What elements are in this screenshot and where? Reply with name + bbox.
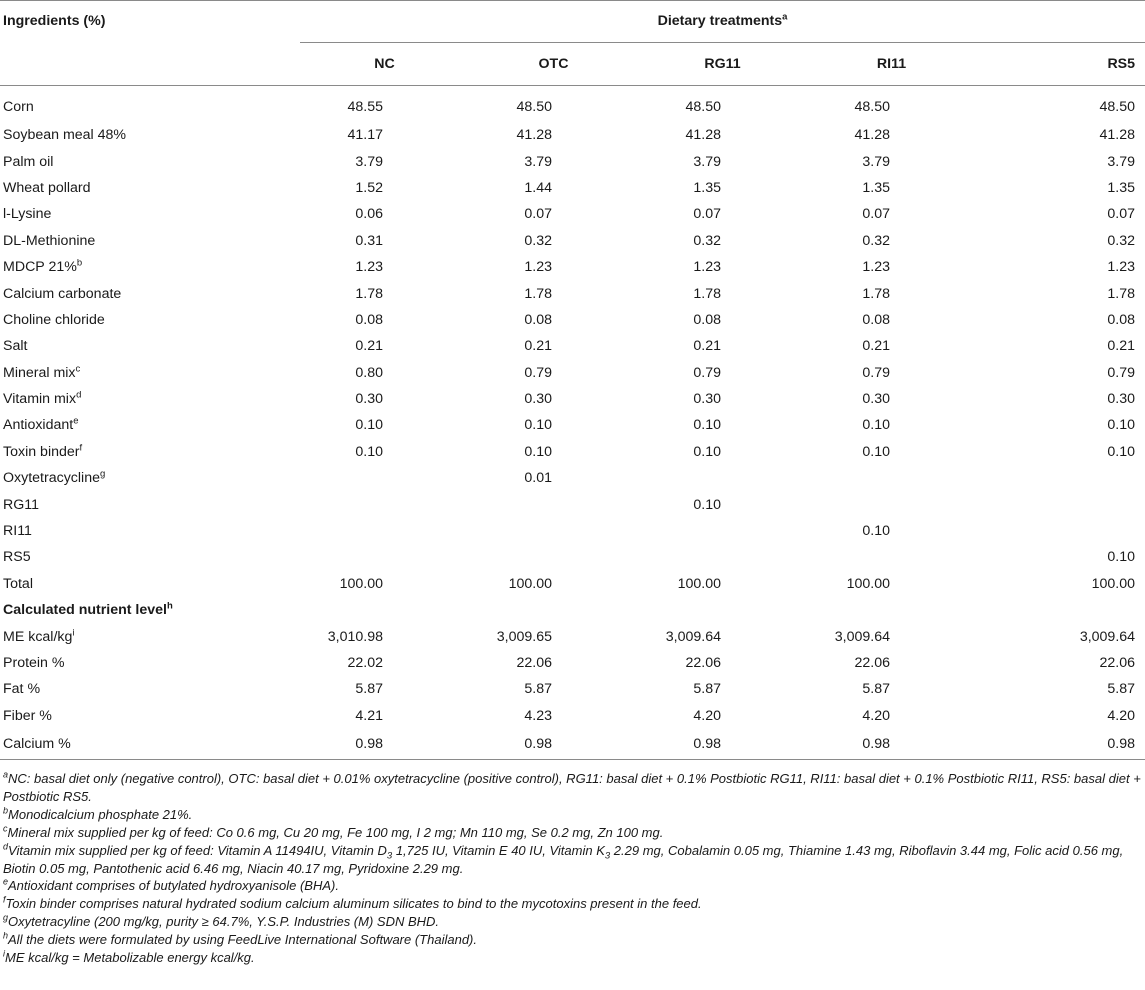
footnote-f: $^f$Toxin binder comprises natural hydrated sodium calcium aluminum silicates to bind to the mycotoxins present in the feed. — [3, 895, 702, 912]
footnotes — [0, 760, 1145, 967]
cell-value — [807, 465, 976, 491]
table-row — [0, 650, 1145, 676]
cell-value: 1.35 — [862, 179, 890, 196]
nutrients-body — [0, 597, 1145, 759]
table-row — [0, 228, 1145, 254]
cell-value: 1.78 — [693, 285, 721, 302]
column-header-ri11: RI11 — [807, 43, 976, 86]
cell-value: 41.28 — [685, 127, 721, 144]
cell-value: 4.20 — [1107, 707, 1136, 724]
cell-value: 0.10 — [524, 443, 552, 460]
cell-value: 22.06 — [854, 655, 890, 671]
footnote-c: $^c$Mineral mix supplied per kg of feed: Co 0.6 mg, Cu 20 mg, Fe 100 mg, I 2 mg; Mn 110 mg, Se 0.2 mg, Zn 100 mg. — [3, 823, 664, 840]
cell-value: 0.08 — [693, 311, 721, 328]
column-header-nc: NC — [300, 43, 469, 86]
footnote-d: $^d$Vitamin mix supplied per kg of feed: Vitamin A 11494IU, Vitamin $D_3$ 1,725 IU, Vitamin E 40 IU, Vitamin $K_3$ 2.29 mg, Cobalamin 0.05 mg, Thiamine 1.43 mg, Riboflavin 3.44 mg, Folic acid 0.56 mg, Biotin 0.05 mg, Pantothenic acid 6.46 mg, Niacin 40.17 mg, Pyridoxine 2.29 mg. — [3, 841, 1124, 876]
cell-value: 3.79 — [355, 153, 383, 170]
header-row-2 — [0, 43, 1145, 86]
row-label: Calcium carbonate — [3, 285, 122, 302]
cell-value: 100.00 — [339, 575, 383, 592]
table-row — [0, 729, 1145, 760]
cell-value: 41.28 — [516, 127, 552, 144]
cell-value: 3,009.64 — [1079, 628, 1136, 645]
table-row — [0, 360, 1145, 386]
table-row — [0, 201, 1145, 227]
row-label: Soybean meal 48% — [3, 127, 127, 144]
row-label: RG11 — [3, 496, 40, 513]
row-label: Salt — [3, 338, 28, 355]
cell-value: 0.07 — [524, 206, 552, 223]
table-row — [0, 412, 1145, 438]
cell-value — [638, 465, 807, 491]
row-label: Antioxidant$^e$ — [3, 415, 79, 434]
cell-value: 0.07 — [862, 206, 890, 223]
cell-value: 0.30 — [693, 391, 721, 408]
cell-value: 0.31 — [355, 232, 383, 249]
cell-value: 0.21 — [1107, 338, 1136, 355]
cell-value — [469, 518, 638, 544]
cell-value: 0.32 — [693, 232, 721, 249]
table-row — [0, 703, 1145, 729]
cell-value: 0.10 — [693, 443, 721, 460]
cell-value: 0.10 — [1107, 417, 1136, 434]
cell-value: 0.79 — [524, 364, 552, 381]
row-label: Corn — [3, 99, 34, 115]
cell-value: 0.10 — [524, 417, 552, 434]
row-label: RI11 — [3, 523, 32, 540]
cell-value: 100.00 — [846, 575, 890, 592]
cell-value: 0.08 — [355, 311, 383, 328]
cell-value — [638, 518, 807, 544]
cell-value — [300, 491, 469, 517]
cell-value: 22.06 — [1099, 655, 1136, 671]
cell-value: 0.10 — [693, 496, 721, 513]
cell-value: 48.50 — [516, 99, 552, 115]
table-row — [0, 491, 1145, 517]
header-row-1 — [0, 1, 1145, 43]
cell-value: 4.23 — [524, 707, 552, 724]
dietary-treatments-header: Dietary treatments$^a$ — [300, 1, 1145, 43]
cell-value: 1.23 — [355, 259, 383, 276]
cell-value — [469, 491, 638, 517]
cell-value: 5.87 — [524, 681, 552, 698]
table-row — [0, 148, 1145, 174]
cell-value: 0.07 — [1107, 206, 1136, 223]
cell-value: 3,009.64 — [834, 628, 890, 645]
footnote-a: $^a$NC: basal diet only (negative control), OTC: basal diet + 0.01% oxytetracycline (positive control), RG11: basal diet + 0.1% Postbiotic RG11, RI11: basal diet + 0.1% Postbiotic RI11, RS5: basal diet + Postbiotic RS5. — [3, 769, 1141, 804]
cell-value: 0.79 — [693, 364, 721, 381]
table-row — [0, 465, 1145, 491]
column-header-rg11: RG11 — [638, 43, 807, 86]
table-row — [0, 518, 1145, 544]
row-label: MDCP 21%$^b$ — [3, 257, 83, 276]
cell-value: 0.30 — [862, 391, 890, 408]
cell-value — [807, 544, 976, 570]
cell-value: 22.06 — [516, 655, 552, 671]
cell-value: 3.79 — [693, 153, 721, 170]
cell-value — [300, 544, 469, 570]
cell-value: 48.50 — [685, 99, 721, 115]
cell-value: 100.00 — [508, 575, 552, 592]
table-row — [0, 571, 1145, 597]
nutrient-section-row — [0, 597, 1145, 623]
cell-value: 0.21 — [693, 338, 721, 355]
row-label: Calcium % — [0, 729, 300, 760]
cell-value: 1.52 — [355, 179, 383, 196]
row-label: l-Lysine — [3, 206, 52, 223]
cell-value: 0.21 — [862, 338, 890, 355]
cell-value — [976, 518, 1145, 544]
cell-value: 0.21 — [524, 338, 552, 355]
row-label: Oxytetracycline$^g$ — [3, 468, 106, 487]
cell-value — [300, 465, 469, 491]
cell-value — [638, 544, 807, 570]
cell-value: 1.44 — [524, 179, 552, 196]
cell-value: 3.79 — [1107, 153, 1136, 170]
row-label: Protein % — [3, 655, 65, 671]
cell-value: 0.10 — [862, 417, 890, 434]
cell-value: 3,009.64 — [665, 628, 721, 645]
table-row — [0, 86, 1145, 123]
cell-value: 0.06 — [355, 206, 383, 223]
row-label: Mineral mix$^c$ — [3, 362, 81, 381]
cell-value: 0.10 — [1107, 443, 1136, 460]
cell-value: 48.50 — [854, 99, 890, 115]
cell-value — [807, 491, 976, 517]
cell-value: 100.00 — [677, 575, 721, 592]
cell-value: 0.32 — [862, 232, 890, 249]
cell-value: 0.10 — [862, 443, 890, 460]
cell-value: 4.20 — [862, 707, 890, 724]
cell-value: 0.10 — [355, 417, 383, 434]
cell-value: 48.50 — [1099, 99, 1136, 115]
cell-value — [976, 465, 1145, 491]
footnote-g: $^g$Oxytetracyline (200 mg/kg, purity ≥ 64.7%, Y.S.P. Industries (M) SDN BHD. — [3, 912, 440, 930]
cell-value: 0.30 — [524, 391, 552, 408]
ingredients-body — [0, 86, 1145, 598]
cell-value: 0.21 — [355, 338, 383, 355]
table-row — [0, 307, 1145, 333]
table-row — [0, 386, 1145, 412]
cell-value: 0.01 — [524, 470, 552, 487]
cell-value: 0.32 — [1107, 232, 1136, 249]
row-label: Total — [3, 575, 33, 592]
footnote-b: $^b$Monodicalcium phosphate 21%. — [3, 805, 193, 822]
cell-value: 5.87 — [355, 681, 383, 698]
footnote-i: $^i$ME kcal/kg = Metabolizable energy kcal/kg. — [3, 948, 255, 966]
cell-value: 1.23 — [524, 259, 552, 276]
row-label: RS5 — [3, 549, 31, 566]
row-label: DL-Methionine — [3, 232, 96, 249]
cell-value: 0.98 — [469, 729, 638, 760]
table-row — [0, 333, 1145, 359]
cell-value — [300, 518, 469, 544]
cell-value: 1.35 — [1107, 179, 1136, 196]
cell-value: 5.87 — [693, 681, 721, 698]
cell-value: 1.78 — [355, 285, 383, 302]
table-row — [0, 544, 1145, 570]
cell-value: 0.79 — [1107, 364, 1136, 381]
cell-value — [976, 491, 1145, 517]
table-row — [0, 254, 1145, 280]
row-label: Fat % — [3, 681, 41, 698]
cell-value: 1.78 — [524, 285, 552, 302]
cell-value: 1.78 — [862, 285, 890, 302]
cell-value: 0.98 — [300, 729, 469, 760]
cell-value: 5.87 — [1107, 681, 1136, 698]
cell-value: 0.98 — [638, 729, 807, 760]
table-row — [0, 122, 1145, 148]
footnote-h: $^h$All the diets were formulated by using FeedLive International Software (Thailand). — [3, 930, 477, 948]
cell-value: 41.17 — [347, 127, 383, 144]
cell-value: 0.07 — [693, 206, 721, 223]
table-row — [0, 439, 1145, 465]
cell-value: 22.02 — [347, 655, 383, 671]
cell-value — [469, 544, 638, 570]
row-label: Wheat pollard — [3, 179, 91, 196]
cell-value: 0.10 — [693, 417, 721, 434]
cell-value: 0.79 — [862, 364, 890, 381]
cell-value: 0.08 — [1107, 311, 1136, 328]
cell-value: 0.98 — [976, 729, 1145, 760]
row-label: Palm oil — [3, 153, 54, 170]
row-label: Toxin binder$^f$ — [3, 442, 83, 460]
cell-value: 1.78 — [1107, 285, 1136, 302]
footnote-e: $^e$Antioxidant comprises of butylated hydroxyanisole (BHA). — [3, 877, 339, 894]
cell-value: 3.79 — [862, 153, 890, 170]
cell-value: 0.08 — [862, 311, 890, 328]
column-header-otc: OTC — [469, 43, 638, 86]
cell-value: 1.23 — [1107, 259, 1136, 276]
ingredients-header: Ingredients (%) — [3, 13, 106, 29]
cell-value: 1.23 — [693, 259, 721, 276]
table-row — [0, 175, 1145, 201]
table-row — [0, 280, 1145, 306]
cell-value: 0.32 — [524, 232, 552, 249]
cell-value: 48.55 — [347, 99, 383, 115]
cell-value: 0.30 — [355, 391, 383, 408]
table-row — [0, 676, 1145, 702]
row-label: ME kcal/$kg^i$ — [3, 626, 75, 645]
cell-value: 5.87 — [862, 681, 890, 698]
cell-value: 0.10 — [1107, 549, 1136, 566]
cell-value: 0.30 — [1107, 391, 1136, 408]
column-header-rs5: RS5 — [976, 43, 1145, 86]
row-label: Choline chloride — [3, 311, 105, 328]
cell-value: 0.08 — [524, 311, 552, 328]
cell-value: 22.06 — [685, 655, 721, 671]
cell-value: 41.28 — [854, 127, 890, 144]
cell-value: 4.20 — [693, 707, 721, 724]
cell-value: 3,009.65 — [496, 628, 552, 645]
cell-value: 1.23 — [862, 259, 890, 276]
row-label: Fiber % — [3, 707, 52, 724]
cell-value: 100.00 — [1091, 575, 1136, 592]
cell-value: 3.79 — [524, 153, 552, 170]
cell-value: 0.10 — [355, 443, 383, 460]
table-row — [0, 623, 1145, 649]
cell-value: 0.10 — [862, 523, 890, 540]
empty-header-cell — [0, 43, 300, 86]
nutrient-section-heading: Calculated nutrient level$^h$ — [3, 600, 173, 619]
row-label: Vitamin mix$^d$ — [3, 389, 82, 408]
cell-value: 0.98 — [807, 729, 976, 760]
cell-value: 0.80 — [355, 364, 383, 381]
cell-value: 3,010.98 — [327, 628, 383, 645]
cell-value: 41.28 — [1099, 127, 1136, 144]
cell-value: 4.21 — [355, 707, 383, 724]
cell-value: 1.35 — [693, 179, 721, 196]
